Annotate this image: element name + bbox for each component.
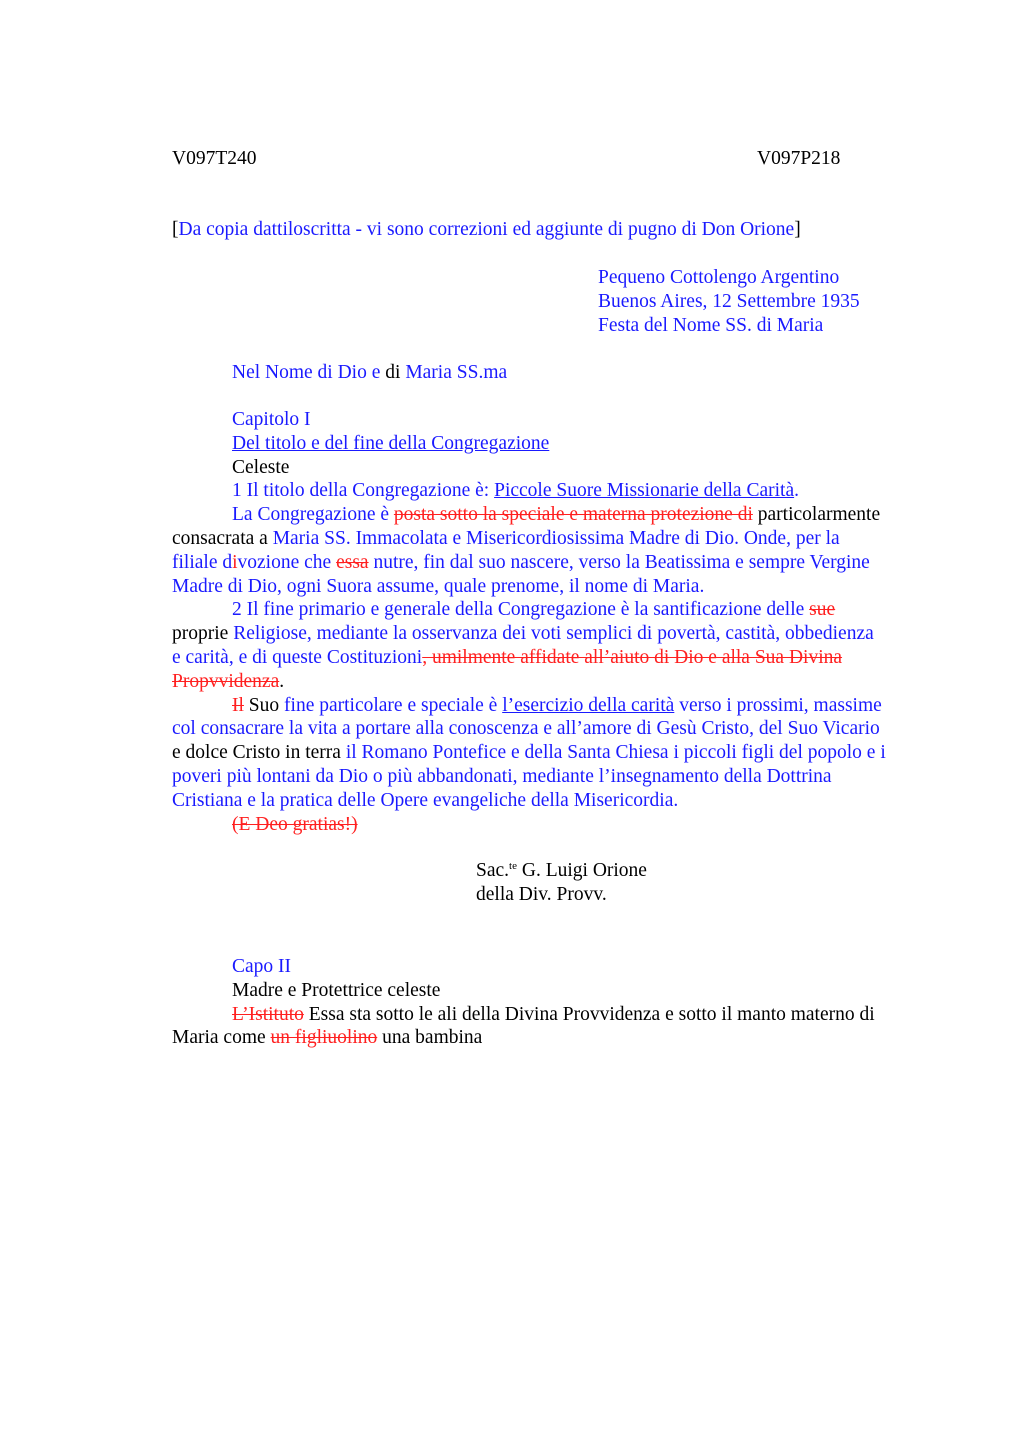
- text-run: Sac.: [476, 860, 510, 881]
- paragraph-line: [172, 741, 932, 765]
- place-date-block: [598, 266, 860, 337]
- paragraph-line: [172, 694, 932, 718]
- paragraph-line: Cristiana e la pratica delle Opere evangeliche della Misericordia.: [172, 789, 679, 811]
- text-run: nutre, fin dal suo nascere, verso la Beatissima e sempre Vergine: [368, 551, 870, 573]
- transcription-note: [172, 218, 801, 242]
- text-run: verso i prossimi, massime: [674, 694, 882, 716]
- deleted-text: posta sotto la speciale e materna protezione di: [393, 504, 753, 526]
- paragraph-line: Madre di Dio, ogni Suora assume, quale prenome, il nome di Maria.: [172, 575, 705, 597]
- text-run: Maria SS. Immacolata e Misericordiosissima Madre di Dio. Onde, per la: [272, 527, 840, 549]
- invocation-part-2: di: [380, 362, 406, 383]
- invocation-part-3: Maria SS.ma: [405, 362, 508, 383]
- text-run: filiale d: [172, 551, 233, 573]
- chapter-1-subtitle: [172, 432, 932, 456]
- header-right-code: V097P218: [757, 148, 841, 169]
- article-1-period: .: [794, 480, 799, 502]
- article-1: [172, 479, 932, 503]
- deleted-text: un figliuolino: [270, 1027, 378, 1049]
- text-run: consacrata a: [172, 527, 273, 549]
- closing-line: [172, 813, 932, 837]
- text-run: particolarmente: [752, 504, 881, 526]
- invocation: [232, 361, 507, 385]
- paragraph-line: [172, 1026, 932, 1050]
- text-run: G. Luigi Orione: [516, 860, 647, 881]
- chapter-1: [172, 408, 932, 836]
- note-open-bracket: [: [172, 219, 179, 240]
- text-run: e dolce Cristo in terra: [172, 742, 341, 764]
- text-run: .: [279, 670, 285, 692]
- paragraph-line: [172, 527, 932, 551]
- deleted-text: L’Istituto: [232, 1003, 304, 1025]
- deleted-text: Il: [232, 694, 244, 716]
- paragraph-line: col consacrare la vita a portare alla conoscenza e all’amore di Gesù Cristo, del Suo Vicario: [172, 718, 880, 740]
- signature-block: [476, 859, 647, 907]
- chapter-1-subtitle-text: Del titolo e del fine della Congregazione: [232, 432, 550, 454]
- chapter-2: [172, 955, 932, 1050]
- text-run: una bambina: [377, 1027, 483, 1049]
- chapter-1-heading: Capitolo I: [232, 409, 311, 430]
- paragraph-line: [172, 646, 932, 670]
- feast-line: Festa del Nome SS. di Maria: [598, 314, 824, 336]
- note-text: Da copia dattiloscritta - vi sono correzioni ed aggiunte di pugno di Don Orione: [178, 219, 795, 240]
- paragraph-line: [172, 670, 932, 694]
- chapter-1-subtitle-addition: Celeste: [232, 456, 290, 478]
- note-close-bracket: ]: [794, 219, 801, 240]
- text-run: proprie: [172, 623, 229, 645]
- article-2: [172, 598, 932, 622]
- text-run: Essa sta sotto le ali della Divina Provvidenza e sotto il manto materno di: [303, 1003, 875, 1025]
- text-run: e carità, e di queste Costituzioni: [172, 646, 423, 668]
- superscript: te: [509, 860, 517, 872]
- invocation-part-1: Nel Nome di Dio e: [232, 362, 381, 383]
- text-run: fine particolare e speciale è: [284, 694, 503, 716]
- paragraph-line: poveri più lontani da Dio o più abbandonati, mediante l’insegnamento della Dottrina: [172, 765, 832, 787]
- paragraph-line: [172, 503, 932, 527]
- paragraph-line: [172, 551, 932, 575]
- signature-title: della Div. Provv.: [476, 883, 607, 905]
- deleted-text: sue: [809, 599, 836, 621]
- text-run: 2 Il fine primario e generale della Congregazione è la santificazione delle: [232, 599, 810, 621]
- text-run: Religiose, mediante la osservanza dei voti semplici di povertà, castità, obbedienza: [228, 623, 874, 645]
- chapter-2-subtitle: Madre e Protettrice celeste: [232, 979, 441, 1001]
- text-run: La Congregazione è: [232, 504, 394, 526]
- underlined-phrase: l’esercizio della carità: [502, 694, 675, 716]
- congregation-name: Piccole Suore Missionarie della Carità: [494, 480, 795, 502]
- text-run: vozione che: [237, 551, 337, 573]
- text-run: Suo: [243, 694, 285, 716]
- paragraph-line: [172, 1003, 932, 1027]
- signature-name: [476, 859, 647, 883]
- deleted-text: Propvvidenza: [172, 670, 280, 692]
- deleted-text: essa: [336, 551, 369, 573]
- chapter-2-heading: Capo II: [232, 956, 292, 977]
- date-line: Buenos Aires, 12 Settembre 1935: [598, 290, 860, 312]
- corrected-letter: i: [232, 551, 238, 573]
- deleted-text: (E Deo gratias!): [232, 813, 358, 835]
- header-left-code: V097T240: [172, 148, 257, 169]
- place-line: Pequeno Cottolengo Argentino: [598, 267, 840, 288]
- text-run: il Romano Pontefice e della Santa Chiesa i piccoli figli del popolo e i: [340, 742, 886, 764]
- article-1-text: 1 Il titolo della Congregazione è:: [232, 480, 495, 502]
- deleted-text: , umilmente affidate all’aiuto di Dio e alla Sua Divina: [422, 646, 843, 668]
- paragraph-line: [172, 622, 932, 646]
- text-run: Maria come: [172, 1027, 271, 1049]
